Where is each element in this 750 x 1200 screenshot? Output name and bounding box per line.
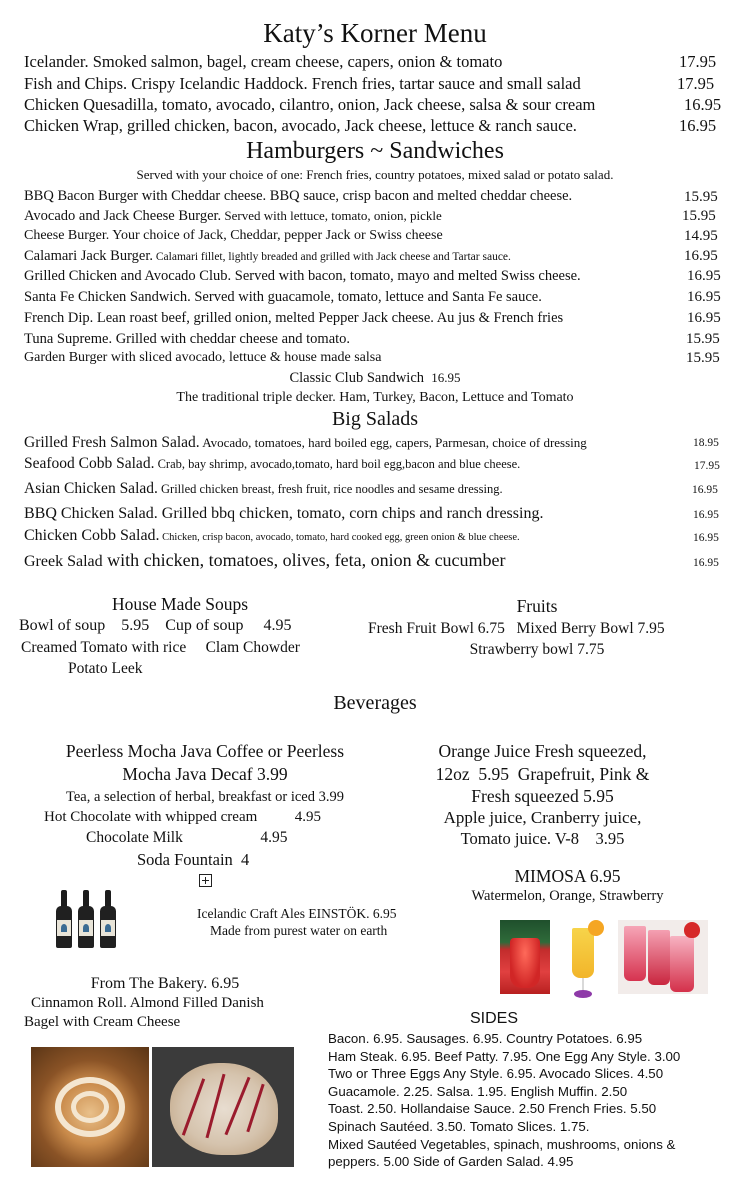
item-name: Grilled Chicken and Avocado Club.	[24, 268, 232, 284]
item-desc: Avocado, tomatoes, hard boiled egg, capers, Parmesan, choice of dressing	[199, 435, 587, 450]
item-price: 16.95	[693, 509, 719, 521]
menu-item-grilled-chicken-avocado-club	[24, 268, 581, 285]
item-desc: Grilled bbq chicken, tomato, corn chips and ranch dressing.	[157, 505, 544, 522]
sides-line: Mixed Sautéed Vegetables, spinach, mushrooms, onions &	[328, 1136, 676, 1152]
item-text: Fish and Chips. Crispy Icelandic Haddock. French fries, tartar sauce and small salad	[24, 74, 581, 93]
item-desc: Served with bacon, tomato, mayo and melted Swiss cheese.	[231, 268, 581, 284]
section-heading-beverages: Beverages	[333, 692, 417, 714]
item-desc: Grilled with cheddar cheese and tomato.	[112, 331, 351, 347]
fruits-line-2: Strawberry bowl 7.75	[469, 641, 605, 658]
tea-line: Tea, a selection of herbal, breakfast or iced 3.99	[66, 789, 344, 805]
item-text: Chicken Quesadilla, tomato, avocado, cilantro, onion, Jack cheese, salsa & sour cream	[24, 95, 596, 114]
club-price: 16.95	[431, 370, 461, 385]
item-name: Seafood Cobb Salad.	[24, 455, 155, 472]
mimosa-title: MIMOSA 6.95	[514, 866, 621, 886]
menu-item-asian-chicken-salad	[24, 480, 503, 498]
juice-line-4: Apple juice, Cranberry juice,	[443, 808, 642, 827]
craft-ales-line-2: Made from purest water on earth	[210, 923, 388, 938]
almond-danish-image	[152, 1047, 294, 1167]
menu-item-tuna-supreme	[24, 331, 350, 348]
juice-line-3: Fresh squeezed 5.95	[471, 786, 614, 806]
expand-box-icon	[199, 874, 212, 887]
sides-line: Toast. 2.50. Hollandaise Sauce. 2.50 French Fries. 5.50	[328, 1101, 657, 1117]
item-text: Chicken Wrap, grilled chicken, bacon, avocado, Jack cheese, lettuce & ranch sauce.	[24, 116, 577, 135]
bakery-line-2: Bagel with Cream Cheese	[24, 1014, 181, 1030]
item-desc: Grilled chicken breast, fresh fruit, rice noodles and sesame dressing.	[157, 482, 503, 496]
strawberry-mimosa-image	[618, 920, 708, 994]
mimosa-flavors: Watermelon, Orange, Strawberry	[471, 888, 664, 904]
item-desc: Chicken, crisp bacon, avocado, tomato, hard cooked egg, green onion & blue cheese.	[159, 532, 520, 543]
bakery-heading: From The Bakery. 6.95	[90, 975, 240, 992]
coffee-line-1: Peerless Mocha Java Coffee or Peerless	[65, 741, 345, 761]
item-price: 15.95	[684, 189, 718, 205]
section-heading-salads: Big Salads	[331, 408, 419, 430]
club-title: Classic Club Sandwich	[289, 370, 425, 386]
soda-fountain-line: Soda Fountain 4	[137, 850, 250, 869]
item-name: French Dip.	[24, 310, 94, 326]
item-price: 17.95	[694, 460, 720, 472]
item-name: Greek Salad	[24, 553, 103, 570]
item-name: BBQ Chicken Salad.	[24, 505, 158, 522]
beer-bottles-image	[53, 890, 119, 948]
menu-item-garden-burger	[24, 350, 381, 366]
menu-item-bbq-bacon-burger	[24, 188, 572, 205]
item-price: 16.95	[693, 532, 719, 544]
item-price: 17.95	[677, 74, 715, 93]
sides-line: Bacon. 6.95. Sausages. 6.95. Country Potatoes. 6.95	[328, 1031, 643, 1046]
chocolate-milk-line: Chocolate Milk 4.95	[86, 829, 288, 846]
orange-mimosa-image	[560, 920, 612, 1004]
watermelon-drink-image	[500, 920, 550, 994]
sides-line: Ham Steak. 6.95. Beef Patty. 7.95. One Egg Any Style. 3.00	[328, 1048, 681, 1064]
menu-item-chicken-wrap	[24, 116, 577, 136]
item-price: 16.95	[684, 95, 722, 114]
item-price: 16.95	[687, 268, 721, 284]
menu-item-french-dip	[24, 310, 563, 327]
menu-title: Katy’s Korner Menu	[263, 18, 487, 48]
juice-line-2: 12oz 5.95 Grapefruit, Pink &	[435, 764, 650, 784]
menu-item-bbq-chicken-salad	[24, 505, 543, 523]
item-name: Tuna Supreme.	[24, 331, 113, 347]
menu-item-greek-salad	[24, 550, 506, 571]
item-desc: Your choice of Jack, Cheddar, pepper Jack or Swiss cheese	[109, 228, 443, 243]
menu-item-chicken-cobb	[24, 527, 520, 545]
item-name: Asian Chicken Salad.	[24, 480, 158, 497]
sides-list	[328, 1030, 680, 1171]
item-name: BBQ Bacon Burger with Cheddar cheese.	[24, 188, 267, 204]
item-price: 17.95	[679, 52, 717, 71]
item-desc: BBQ sauce, crisp bacon and melted cheddar cheese.	[266, 188, 573, 204]
item-name: Calamari Jack Burger.	[24, 248, 153, 264]
menu-item-santa-fe-chicken	[24, 289, 542, 306]
coffee-line-2: Mocha Java Decaf 3.99	[122, 764, 288, 784]
item-desc: Served with guacamole, tomato, lettuce and Santa Fe sauce.	[190, 289, 542, 305]
bakery-line-1: Cinnamon Roll. Almond Filled Danish	[31, 995, 264, 1011]
item-desc: Lean roast beef, grilled onion, melted Pepper Jack cheese. Au jus & French fries	[93, 310, 564, 326]
section-heading-fruits: Fruits	[516, 596, 558, 616]
sides-line: Two or Three Eggs Any Style. 6.95. Avocado Slices. 4.50	[328, 1066, 664, 1082]
item-name: Avocado and Jack Cheese Burger.	[24, 208, 222, 224]
juice-line-1: Orange Juice Fresh squeezed,	[438, 741, 647, 761]
burgers-subtitle: Served with your choice of one: French fries, country potatoes, mixed salad or potato salad.	[136, 167, 614, 182]
item-name: Chicken Cobb Salad.	[24, 527, 160, 544]
item-desc: Calamari fillet, lightly breaded and grilled with Jack cheese and Tartar sauce.	[153, 251, 511, 263]
item-price: 16.95	[687, 289, 721, 305]
sides-line: Guacamole. 2.25. Salsa. 1.95. English Muffin. 2.50	[328, 1083, 628, 1099]
craft-ales-line-1: Icelandic Craft Ales EINSTÖK. 6.95	[197, 906, 397, 921]
cinnamon-roll-image	[31, 1047, 149, 1167]
menu-item-seafood-cobb	[24, 455, 520, 473]
juice-line-5: Tomato juice. V-8 3.95	[460, 829, 625, 848]
item-price: 16.95	[687, 310, 721, 326]
item-price: 16.95	[684, 248, 718, 264]
item-price: 15.95	[686, 331, 720, 347]
item-price: 16.95	[692, 484, 718, 496]
item-price: 16.95	[693, 557, 719, 569]
classic-club	[0, 370, 750, 387]
menu-item-avocado-jack-burger	[24, 208, 442, 225]
item-name: Garden Burger with sliced avocado, lettuce & house made salsa	[24, 350, 382, 365]
hot-chocolate-line: Hot Chocolate with whipped cream 4.95	[44, 809, 322, 825]
item-price: 15.95	[686, 350, 720, 366]
menu-item-cheese-burger	[24, 228, 443, 244]
item-desc: Served with lettuce, tomato, onion, pickle	[221, 208, 442, 223]
soups-line-3: Potato Leek	[68, 660, 143, 677]
item-name: Santa Fe Chicken Sandwich.	[24, 289, 191, 305]
section-heading-burgers: Hamburgers ~ Sandwiches	[246, 138, 504, 164]
sides-line: Spinach Sautéed. 3.50. Tomato Slices. 1.75.	[328, 1118, 590, 1134]
item-name: Cheese Burger.	[24, 228, 110, 243]
soups-line-2: Creamed Tomato with rice Clam Chowder	[21, 639, 300, 656]
sides-line: peppers. 5.00 Side of Garden Salad. 4.95	[328, 1154, 574, 1170]
item-price: 16.95	[679, 116, 717, 135]
menu-item-fish-and-chips	[24, 74, 581, 94]
item-price: 15.95	[682, 208, 716, 224]
fruits-line-1: Fresh Fruit Bowl 6.75 Mixed Berry Bowl 7.95	[368, 620, 665, 637]
sides-heading: SIDES	[470, 1010, 519, 1027]
menu-item-chicken-quesadilla	[24, 95, 595, 115]
menu-item-salmon-salad	[24, 434, 587, 452]
item-text: Icelander. Smoked salmon, bagel, cream cheese, capers, onion & tomato	[24, 52, 503, 71]
menu-item-icelander	[24, 52, 502, 72]
item-price: 18.95	[693, 437, 719, 449]
item-desc: Crab, bay shrimp, avocado,tomato, hard boil egg,bacon and blue cheese.	[154, 457, 521, 471]
section-heading-soups: House Made Soups	[111, 594, 249, 614]
menu-item-calamari-jack-burger	[24, 248, 511, 265]
item-price: 14.95	[684, 228, 718, 244]
soups-line-1: Bowl of soup 5.95 Cup of soup 4.95	[19, 617, 292, 634]
item-name: Grilled Fresh Salmon Salad.	[24, 434, 200, 451]
club-desc: The traditional triple decker. Ham, Turkey, Bacon, Lettuce and Tomato	[176, 390, 574, 405]
item-desc: with chicken, tomatoes, olives, feta, onion & cucumber	[102, 550, 506, 570]
